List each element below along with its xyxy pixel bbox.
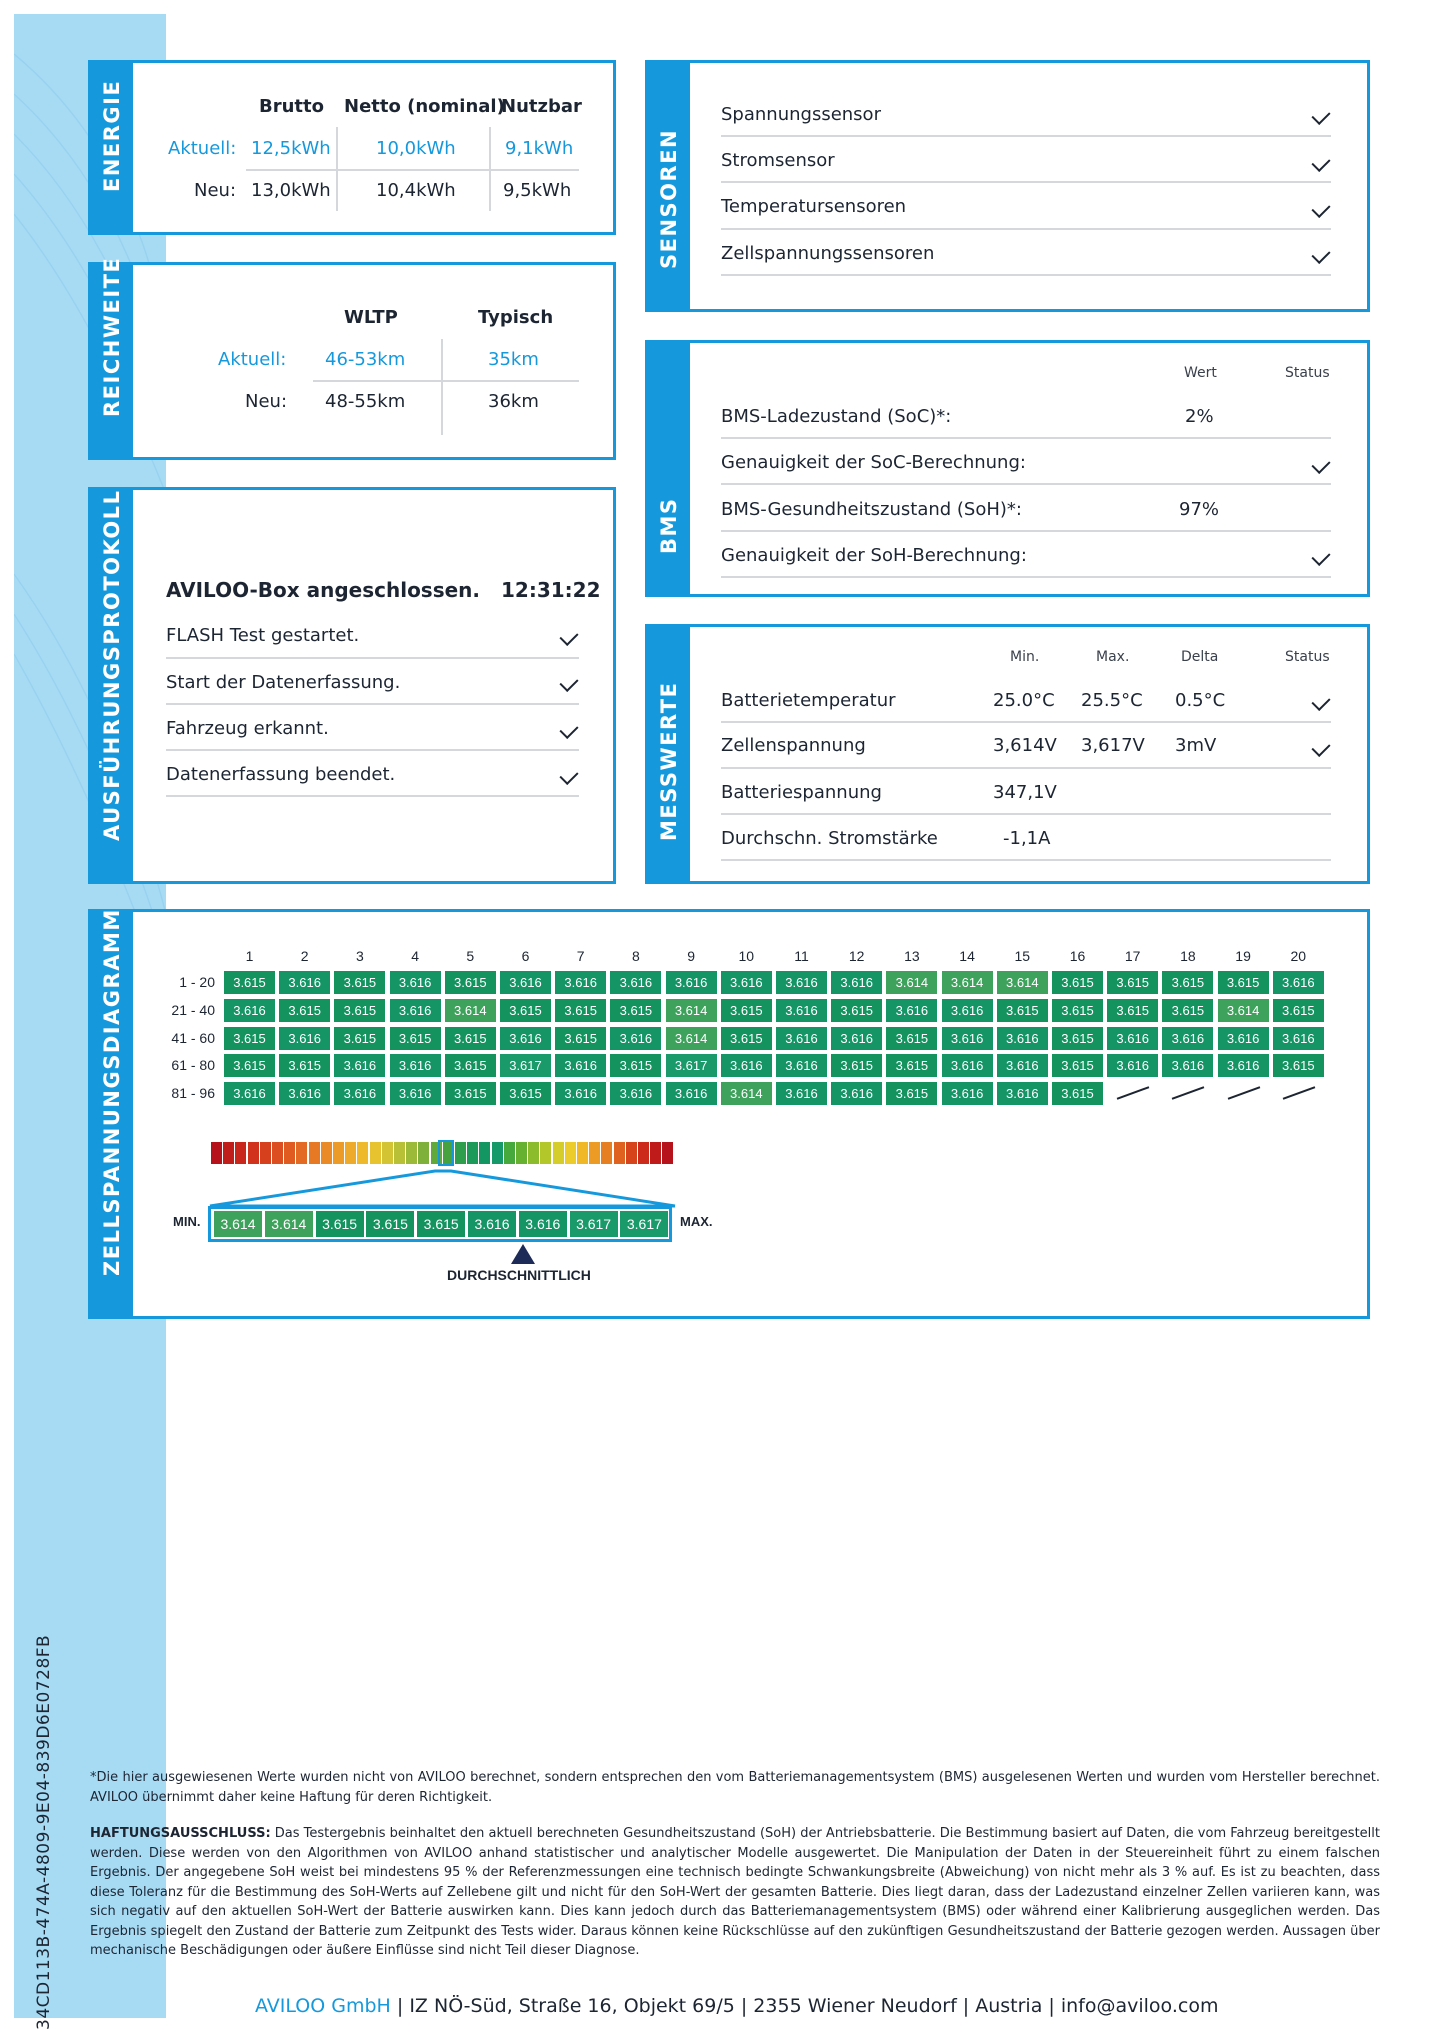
cell-value: 3.615 <box>1161 970 1214 995</box>
cell-value: 3.616 <box>1106 1053 1159 1078</box>
zoom-cell: 3.615 <box>416 1210 466 1238</box>
reichweite-tab <box>91 256 133 457</box>
footer-company: AVILOO GmbH <box>255 1995 391 2017</box>
scale-segment <box>223 1142 234 1164</box>
scale-segment <box>601 1142 612 1164</box>
scale-segment <box>455 1142 466 1164</box>
scale-segment <box>394 1142 405 1164</box>
cell-value: 3.615 <box>1217 970 1270 995</box>
check-icon <box>1311 455 1330 474</box>
sensoren-tab <box>648 63 690 309</box>
divider <box>721 721 1331 723</box>
check-icon <box>1311 547 1330 566</box>
bms-col-status: Status <box>1285 365 1330 381</box>
scale-segment <box>540 1142 551 1164</box>
cell-value: 3.615 <box>1051 1053 1104 1078</box>
cell-value: 3.615 <box>1272 998 1325 1023</box>
scale-segment <box>589 1142 600 1164</box>
column-header: 17 <box>1124 948 1141 964</box>
energie-header-nutzbar: Nutzbar <box>501 96 582 117</box>
zoom-cell: 3.615 <box>365 1210 415 1238</box>
cell-value: 3.616 <box>720 1053 773 1078</box>
cell-value: 3.615 <box>1106 998 1159 1023</box>
protokoll-card <box>88 487 616 884</box>
cell-value: 3.616 <box>1217 1053 1270 1078</box>
zoom-cell: 3.615 <box>315 1210 365 1238</box>
reichweite-title: REICHWEITE <box>100 256 124 417</box>
column-header: 7 <box>576 948 585 964</box>
messwerte-row-label: Batteriespannung <box>721 782 882 803</box>
column-header: 3 <box>355 948 364 964</box>
cell-value: 3.614 <box>1217 998 1270 1023</box>
column-header: 5 <box>466 948 475 964</box>
cell-value: 3.616 <box>609 1081 662 1106</box>
reichweite-row-aktuell-label: Aktuell: <box>218 349 287 370</box>
cell-value: 3.616 <box>1272 970 1325 995</box>
messwerte-row-label: Batterietemperatur <box>721 690 896 711</box>
scale-segment <box>370 1142 381 1164</box>
disclaimer-text: Das Testergebnis beinhaltet den aktuell berechneten Gesundheitszustand (SoH) der Antriebsbatterie. Die Bestimmung basiert auf Daten, die vom Fahrzeug bereitgestellt werden. Diese werden von den Algorithmen von AVILOO anhand statistischer und analytischer Modelle ausgewertet. Die Manipulation der Daten in der Steuereinheit führt zu einem falschen Ergebnis. Der angegebene SoH weist bei mindestens 95 % der Referenzmessungen eine technisch bedingte Schwankungsbreite (Abweichung) von nicht mehr als 3 % auf. Es ist zu beachten, dass diese Toleranz für die Bestimmung des SoH-Werts auf Zellebene gilt und nicht für den SoH-Wert der gesamten Batterie. Dies liegt daran, dass der Ladezustand einzelner Zellen variieren kann, was sich negativ auf den aktuellen SoH-Wert der Batterie auswirken kann. Dies kann jedoch durch das Batteriemanagementsystem (BMS) oder während einer Kalibrierung ausgeglichen werden. Das Ergebnis spiegelt den Zustand der Batterie zum Zeitpunkt des Tests wider. Daraus können keine Rückschlüsse auf den zukünftigen Gesundheitszustand der Batterie gezogen werden. Aussagen über mechanische Beschädigungen oder äußere Einflüsse sind nicht Teil dieser Diagnose. <box>90 1826 1380 1958</box>
cell-value: 3.616 <box>996 1081 1049 1106</box>
messwerte-col-min: Min. <box>1010 649 1040 665</box>
cell-value: 3.616 <box>278 1081 331 1106</box>
divider <box>166 795 579 797</box>
messwerte-value: 3,614V <box>993 735 1057 756</box>
divider <box>721 576 1331 578</box>
column-header: 2 <box>300 948 309 964</box>
cell-value: 3.615 <box>554 1026 607 1051</box>
cell-value: 3.614 <box>444 998 497 1023</box>
cell-value: 3.615 <box>885 1081 938 1106</box>
cell-value: 3.616 <box>1272 1026 1325 1051</box>
cell-value: 3.616 <box>941 1053 994 1078</box>
zoom-funnel <box>205 1168 680 1210</box>
divider <box>721 767 1331 769</box>
divider <box>166 749 579 751</box>
messwerte-value: 0.5°C <box>1175 690 1226 711</box>
column-header: 10 <box>738 948 755 964</box>
energie-neu-netto: 10,4kWh <box>376 180 456 201</box>
column-header: 9 <box>687 948 695 964</box>
scale-segment <box>321 1142 332 1164</box>
cell-value: 3.615 <box>333 998 386 1023</box>
cell-value: 3.615 <box>609 1053 662 1078</box>
energie-neu-brutto: 13,0kWh <box>251 180 331 201</box>
min-label: MIN. <box>173 1214 201 1229</box>
check-icon <box>559 720 578 739</box>
cell-value: 3.616 <box>941 1081 994 1106</box>
check-icon <box>1311 245 1330 264</box>
reichweite-aktuell-wltp: 46-53km <box>325 349 406 370</box>
bms-row-label: BMS-Ladezustand (SoC)*: <box>721 406 952 427</box>
column-header: 12 <box>848 948 865 964</box>
cell-value: 3.615 <box>499 998 552 1023</box>
cell-value: 3.615 <box>333 1026 386 1051</box>
cell-value: 3.615 <box>444 1026 497 1051</box>
divider <box>246 169 579 171</box>
sensoren-title: SENSOREN <box>657 128 681 269</box>
scale-segment <box>272 1142 283 1164</box>
cell-value: 3.616 <box>885 998 938 1023</box>
cell-value: 3.616 <box>278 970 331 995</box>
cell-value: 3.614 <box>941 970 994 995</box>
cell-value: 3.615 <box>444 1053 497 1078</box>
cell-value: 3.616 <box>830 1081 883 1106</box>
messwerte-value: 3,617V <box>1081 735 1145 756</box>
average-label: DURCHSCHNITTLICH <box>447 1267 591 1283</box>
column-header: 6 <box>521 948 530 964</box>
check-icon <box>1311 738 1330 757</box>
scale-segment <box>528 1142 539 1164</box>
divider <box>721 813 1331 815</box>
footer-address: | IZ NÖ-Süd, Straße 16, Objekt 69/5 | 2355 Wiener Neudorf | Austria | info@aviloo.com <box>396 1995 1219 2017</box>
row-header: 1 - 20 <box>179 974 215 990</box>
disclaimer-haftung <box>90 1824 1380 1961</box>
divider <box>336 127 338 211</box>
row-header: 81 - 96 <box>171 1085 215 1102</box>
scale-segment <box>260 1142 271 1164</box>
cell-value: 3.616 <box>554 970 607 995</box>
column-header: 18 <box>1180 948 1196 964</box>
divider <box>721 135 1331 137</box>
cell-value: 3.615 <box>223 1053 276 1078</box>
cell-value: 3.614 <box>665 998 718 1023</box>
scale-segment <box>577 1142 588 1164</box>
scale-segment <box>284 1142 295 1164</box>
messwerte-value: 347,1V <box>993 782 1057 803</box>
cell-value: 3.615 <box>389 1026 442 1051</box>
row-header: 21 - 40 <box>171 1001 215 1018</box>
scale-segment <box>418 1142 429 1164</box>
scale-segment <box>479 1142 490 1164</box>
cell-value: 3.614 <box>720 1081 773 1106</box>
zoom-cell: 3.617 <box>619 1210 669 1238</box>
reichweite-aktuell-typisch: 35km <box>488 349 539 370</box>
cell-value: 3.614 <box>885 970 938 995</box>
reichweite-row-neu-label: Neu: <box>245 391 288 412</box>
divider <box>313 380 579 382</box>
column-header: 11 <box>794 948 809 964</box>
reichweite-neu-wltp: 48-55km <box>325 391 406 412</box>
column-header: 19 <box>1235 948 1251 964</box>
messwerte-card <box>645 624 1370 884</box>
cell-value: 3.616 <box>830 970 883 995</box>
column-header: 13 <box>904 948 920 964</box>
scale-segment <box>504 1142 515 1164</box>
cell-value: 3.616 <box>389 970 442 995</box>
cell-value: 3.615 <box>1051 1026 1104 1051</box>
bms-soh-value: 97% <box>1179 499 1220 520</box>
scale-segment <box>248 1142 259 1164</box>
reichweite-header-typisch: Typisch <box>478 307 554 328</box>
cell-value: 3.615 <box>1051 970 1104 995</box>
cell-value: 3.616 <box>554 1081 607 1106</box>
scale-segment <box>309 1142 320 1164</box>
cell-value: 3.616 <box>1217 1026 1270 1051</box>
cell-value: 3.615 <box>609 998 662 1023</box>
cell-value: 3.615 <box>1272 1053 1325 1078</box>
column-header: 20 <box>1290 948 1307 964</box>
energie-neu-nutzbar: 9,5kWh <box>503 180 572 201</box>
cell-value: 3.616 <box>665 1081 718 1106</box>
check-icon <box>1311 199 1330 218</box>
cell-value: 3.615 <box>554 998 607 1023</box>
row-header: 61 - 80 <box>171 1057 215 1074</box>
divider <box>721 228 1331 230</box>
scale-segment <box>626 1142 637 1164</box>
cell-value: 3.615 <box>885 1053 938 1078</box>
sensoren-card <box>645 60 1370 312</box>
column-header: 1 <box>245 948 254 964</box>
divider <box>489 127 491 211</box>
scale-segment <box>492 1142 503 1164</box>
cell-value: 3.616 <box>775 1053 828 1078</box>
energie-tab <box>91 63 133 232</box>
messwerte-value: -1,1A <box>1003 828 1051 849</box>
check-icon <box>559 673 578 692</box>
scale-segment <box>467 1142 478 1164</box>
cell-value: 3.616 <box>609 970 662 995</box>
divider <box>721 859 1331 861</box>
energie-title: ENERGIE <box>100 79 124 192</box>
cell-value: 3.615 <box>720 1026 773 1051</box>
zoom-cell: 3.616 <box>467 1210 517 1238</box>
bms-row-label: Genauigkeit der SoC-Berechnung: <box>721 452 1026 473</box>
divider <box>166 703 579 705</box>
energie-card <box>88 60 616 235</box>
cell-value: 3.616 <box>1161 1053 1214 1078</box>
bms-card <box>645 340 1370 597</box>
energie-row-neu-label: Neu: <box>194 180 237 201</box>
cell-value: 3.615 <box>223 970 276 995</box>
disclaimer-bms: *Die hier ausgewiesenen Werte wurden nicht von AVILOO berechnet, sondern entsprechen den vom Batteriemanagementsystem (BMS) ausgelesenen Werten und wurden vom Hersteller berechnet. AVILOO übernimmt daher keine Haftung für deren Richtigkeit. <box>90 1770 1380 1805</box>
scale-highlight <box>438 1140 454 1166</box>
scale-segment <box>357 1142 368 1164</box>
divider <box>166 657 579 659</box>
check-icon <box>559 766 578 785</box>
protokoll-item: Start der Datenerfassung. <box>166 672 401 693</box>
cell-value: 3.615 <box>1106 970 1159 995</box>
messwerte-value: 3mV <box>1175 735 1217 756</box>
check-icon <box>559 627 578 646</box>
cell-value: 3.615 <box>885 1026 938 1051</box>
check-icon <box>1311 692 1330 711</box>
protokoll-item: Datenerfassung beendet. <box>166 764 396 785</box>
cell-value: 3.616 <box>389 1081 442 1106</box>
row-header: 41 - 60 <box>171 1029 215 1046</box>
energie-header-brutto: Brutto <box>259 96 324 117</box>
cell-value: 3.616 <box>1161 1026 1214 1051</box>
energie-aktuell-netto: 10,0kWh <box>376 138 456 159</box>
messwerte-col-status: Status <box>1285 649 1330 665</box>
cell-value: 3.616 <box>278 1026 331 1051</box>
cell-value: 3.616 <box>775 1026 828 1051</box>
energie-aktuell-brutto: 12,5kWh <box>251 138 331 159</box>
cell-value: 3.616 <box>389 998 442 1023</box>
protokoll-tab <box>91 490 133 881</box>
cell-value: 3.616 <box>223 998 276 1023</box>
zoom-cell: 3.616 <box>518 1210 568 1238</box>
reichweite-header-wltp: WLTP <box>344 307 398 328</box>
cell-value: 3.615 <box>830 998 883 1023</box>
energie-row-aktuell-label: Aktuell: <box>168 138 237 159</box>
cell-value: 3.615 <box>1051 998 1104 1023</box>
scale-segment <box>406 1142 417 1164</box>
messwerte-value: 25.0°C <box>993 690 1055 711</box>
cell-value: 3.616 <box>389 1053 442 1078</box>
cell-value: 3.615 <box>278 1053 331 1078</box>
protokoll-title: AUSFÜHRUNGSPROTOKOLL <box>100 489 124 841</box>
zoom-cell: 3.614 <box>264 1210 314 1238</box>
messwerte-value: 25.5°C <box>1081 690 1143 711</box>
messwerte-col-max: Max. <box>1096 649 1130 665</box>
cell-value: 3.615 <box>444 970 497 995</box>
scale-segment <box>345 1142 356 1164</box>
divider <box>721 530 1331 532</box>
scale-segment <box>553 1142 564 1164</box>
cell-value: 3.614 <box>996 970 1049 995</box>
column-header: 14 <box>959 948 975 964</box>
divider <box>721 483 1331 485</box>
divider <box>721 181 1331 183</box>
scale-segment <box>662 1142 673 1164</box>
bms-soc-value: 2% <box>1185 406 1214 427</box>
scale-segment <box>650 1142 661 1164</box>
protokoll-time: 12:31:22 <box>501 578 601 602</box>
zoom-cell: 3.614 <box>213 1210 263 1238</box>
cell-value: 3.616 <box>1106 1026 1159 1051</box>
bms-title: BMS <box>657 497 681 554</box>
cell-value: 3.616 <box>830 1026 883 1051</box>
reichweite-card <box>88 256 616 460</box>
cell-value: 3.617 <box>499 1053 552 1078</box>
cell-value: 3.615 <box>333 970 386 995</box>
zellspannung-title: ZELLSPANNUNGSDIAGRAMM <box>100 908 124 1276</box>
column-header: 4 <box>411 948 419 964</box>
scale-segment <box>382 1142 393 1164</box>
cell-value: 3.616 <box>720 970 773 995</box>
cell-value: 3.616 <box>775 970 828 995</box>
protokoll-item: Fahrzeug erkannt. <box>166 718 329 739</box>
cell-value: 3.616 <box>499 970 552 995</box>
cell-value: 3.616 <box>941 998 994 1023</box>
cell-value: 3.615 <box>996 998 1049 1023</box>
divider <box>721 437 1331 439</box>
cell-value: 3.616 <box>941 1026 994 1051</box>
cell-value: 3.614 <box>665 1026 718 1051</box>
check-icon <box>1311 153 1330 172</box>
protokoll-headline: AVILOO-Box angeschlossen. <box>166 578 481 602</box>
sensor-item: Zellspannungssensoren <box>721 243 935 264</box>
cell-value: 3.616 <box>775 1081 828 1106</box>
cell-value: 3.616 <box>665 970 718 995</box>
cell-value: 3.616 <box>609 1026 662 1051</box>
scale-segment <box>235 1142 246 1164</box>
cell-value: 3.615 <box>1161 998 1214 1023</box>
check-icon <box>1311 106 1330 125</box>
cell-value: 3.616 <box>775 998 828 1023</box>
messwerte-row-label: Zellenspannung <box>721 735 866 756</box>
scale-segment <box>296 1142 307 1164</box>
messwerte-title: MESSWERTE <box>657 681 681 841</box>
bms-row-label: Genauigkeit der SoH-Berechnung: <box>721 545 1027 566</box>
average-marker-icon <box>511 1244 535 1264</box>
scale-segment <box>211 1142 222 1164</box>
bms-col-wert: Wert <box>1184 365 1217 381</box>
energie-header-netto: Netto (nominal) <box>344 96 505 117</box>
max-label: MAX. <box>680 1214 713 1229</box>
divider <box>441 339 443 435</box>
scale-segment <box>516 1142 527 1164</box>
sensor-item: Spannungssensor <box>721 104 881 125</box>
cell-value: 3.616 <box>996 1026 1049 1051</box>
cell-value: 3.616 <box>333 1053 386 1078</box>
cell-value: 3.615 <box>830 1053 883 1078</box>
scale-segment <box>638 1142 649 1164</box>
cell-value: 3.617 <box>665 1053 718 1078</box>
column-header: 16 <box>1069 948 1086 964</box>
footer <box>255 1995 1218 2017</box>
divider <box>721 274 1331 276</box>
cell-value: 3.615 <box>278 998 331 1023</box>
cell-value: 3.616 <box>499 1026 552 1051</box>
cell-value: 3.615 <box>499 1081 552 1106</box>
bms-tab <box>648 343 690 594</box>
cell-value: 3.615 <box>1051 1081 1104 1106</box>
energie-aktuell-nutzbar: 9,1kWh <box>505 138 574 159</box>
zellspannung-tab <box>91 908 133 1316</box>
sensor-item: Stromsensor <box>721 150 835 171</box>
cell-value: 3.616 <box>996 1053 1049 1078</box>
scale-segment <box>565 1142 576 1164</box>
column-header: 15 <box>1014 948 1031 964</box>
sensor-item: Temperatursensoren <box>721 196 907 217</box>
cell-value: 3.616 <box>554 1053 607 1078</box>
scale-segment <box>333 1142 344 1164</box>
cell-value: 3.616 <box>223 1081 276 1106</box>
scale-segment <box>614 1142 625 1164</box>
messwerte-tab <box>648 627 690 881</box>
cell-value: 3.616 <box>333 1081 386 1106</box>
bms-row-label: BMS-Gesundheitszustand (SoH)*: <box>721 499 1022 520</box>
zoom-cell: 3.617 <box>569 1210 619 1238</box>
cell-value: 3.615 <box>444 1081 497 1106</box>
cell-value: 3.615 <box>223 1026 276 1051</box>
messwerte-row-label: Durchschn. Stromstärke <box>721 828 938 849</box>
disclaimer-title: HAFTUNGSAUSSCHLUSS: <box>90 1826 271 1841</box>
reichweite-neu-typisch: 36km <box>488 391 539 412</box>
messwerte-col-delta: Delta <box>1181 649 1219 665</box>
cell-value: 3.615 <box>720 998 773 1023</box>
column-header: 8 <box>631 948 640 964</box>
protokoll-item: FLASH Test gestartet. <box>166 625 360 646</box>
